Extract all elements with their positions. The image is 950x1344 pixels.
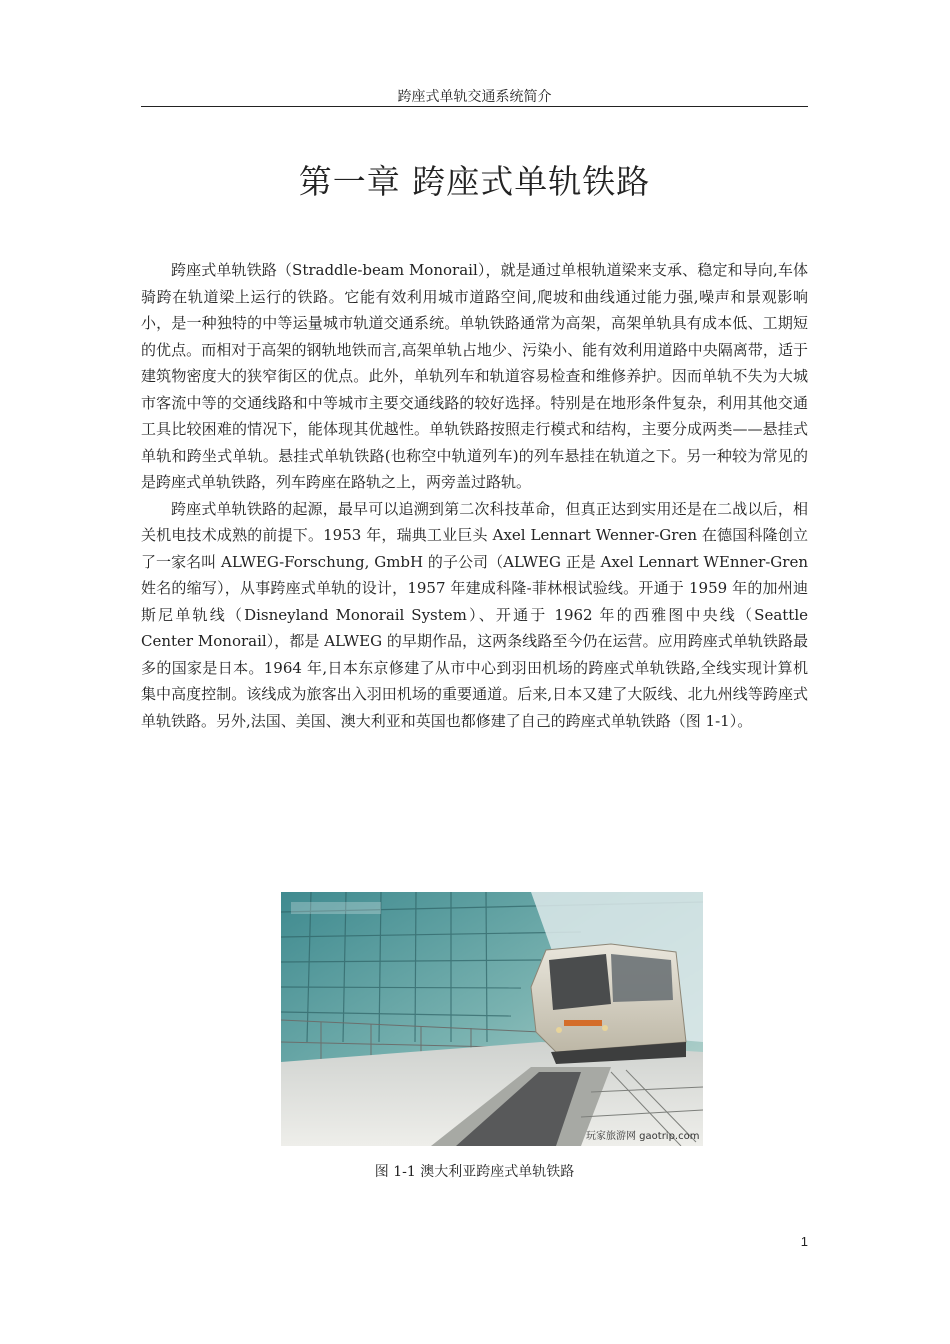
- chapter-title: 第一章 跨座式单轨铁路: [298, 162, 651, 201]
- monorail-photo-illustration: [281, 892, 703, 1146]
- figure-monorail-photo: [281, 892, 703, 1146]
- paragraph-history: 跨座式单轨铁路的起源，最早可以追溯到第二次科技革命，但真正达到实用还是在二战以后，相关机电技术成熟的前提下。1953 年，瑞典工业巨头 Axel Lennart Wenner-Gren 在德国科隆创立了一家名叫 ALWEG-Forschung, GmbH 的子公司（ALWEG 正是 Axel Lennart WEnner-Gren 姓名的缩写），从事跨座式单轨的设计，1957 年建成科隆-菲林根试验线。开通于 1959 年的加州迪斯尼单轨线（Disneyland Monorail System）、开通于 1962 年的西雅图中央线（Seattle Center Monorail），都是 ALWEG 的早期作品，这两条线路至今仍在运营。应用跨座式单轨铁路最多的国家是日本。1964 年,日本东京修建了从市中心到羽田机场的跨座式单轨铁路,全线实现计算机集中高度控制。该线成为旅客出入羽田机场的重要通道。后来,日本又建了大阪线、北九州线等跨座式单轨铁路。另外,法国、美国、澳大利亚和英国也都修建了自己的跨座式单轨铁路（图 1-1）。: [141, 499, 808, 730]
- page-number: 1: [800, 1234, 808, 1249]
- body-text: [141, 257, 808, 734]
- header-rule: [141, 106, 808, 107]
- paragraph-intro: 跨座式单轨铁路（Straddle-beam Monorail），就是通过单根轨道梁来支承、稳定和导向,车体骑跨在轨道梁上运行的铁路。它能有效利用城市道路空间,爬坡和曲线通过能力强,噪声和景观影响小，是一种独特的中等运量城市轨道交通系统。单轨铁路通常为高架，高架单轨具有成本低、工期短的优点。而相对于高架的钢轨地铁而言,高架单轨占地少、污染小、能有效利用道路中央隔离带，适于建筑物密度大的狭窄街区的优点。此外，单轨列车和轨道容易检查和维修养护。因而单轨不失为大城市客流中等的交通线路和中等城市主要交通线路的较好选择。特别是在地形条件复杂，利用其他交通工具比较困难的情况下，能体现其优越性。单轨铁路按照走行模式和结构，主要分成两类——悬挂式单轨和跨坐式单轨。悬挂式单轨铁路(也称空中轨道列车)的列车悬挂在轨道之下。另一种较为常见的是跨座式单轨铁路，列车跨座在路轨之上，两旁盖过路轨。: [141, 261, 808, 491]
- figure-caption: 图 1-1 澳大利亚跨座式单轨铁路: [374, 1164, 575, 1180]
- photo-watermark: 玩家旅游网 gaotrip.com: [586, 1131, 700, 1142]
- page-header: 跨座式单轨交通系统简介: [397, 89, 552, 105]
